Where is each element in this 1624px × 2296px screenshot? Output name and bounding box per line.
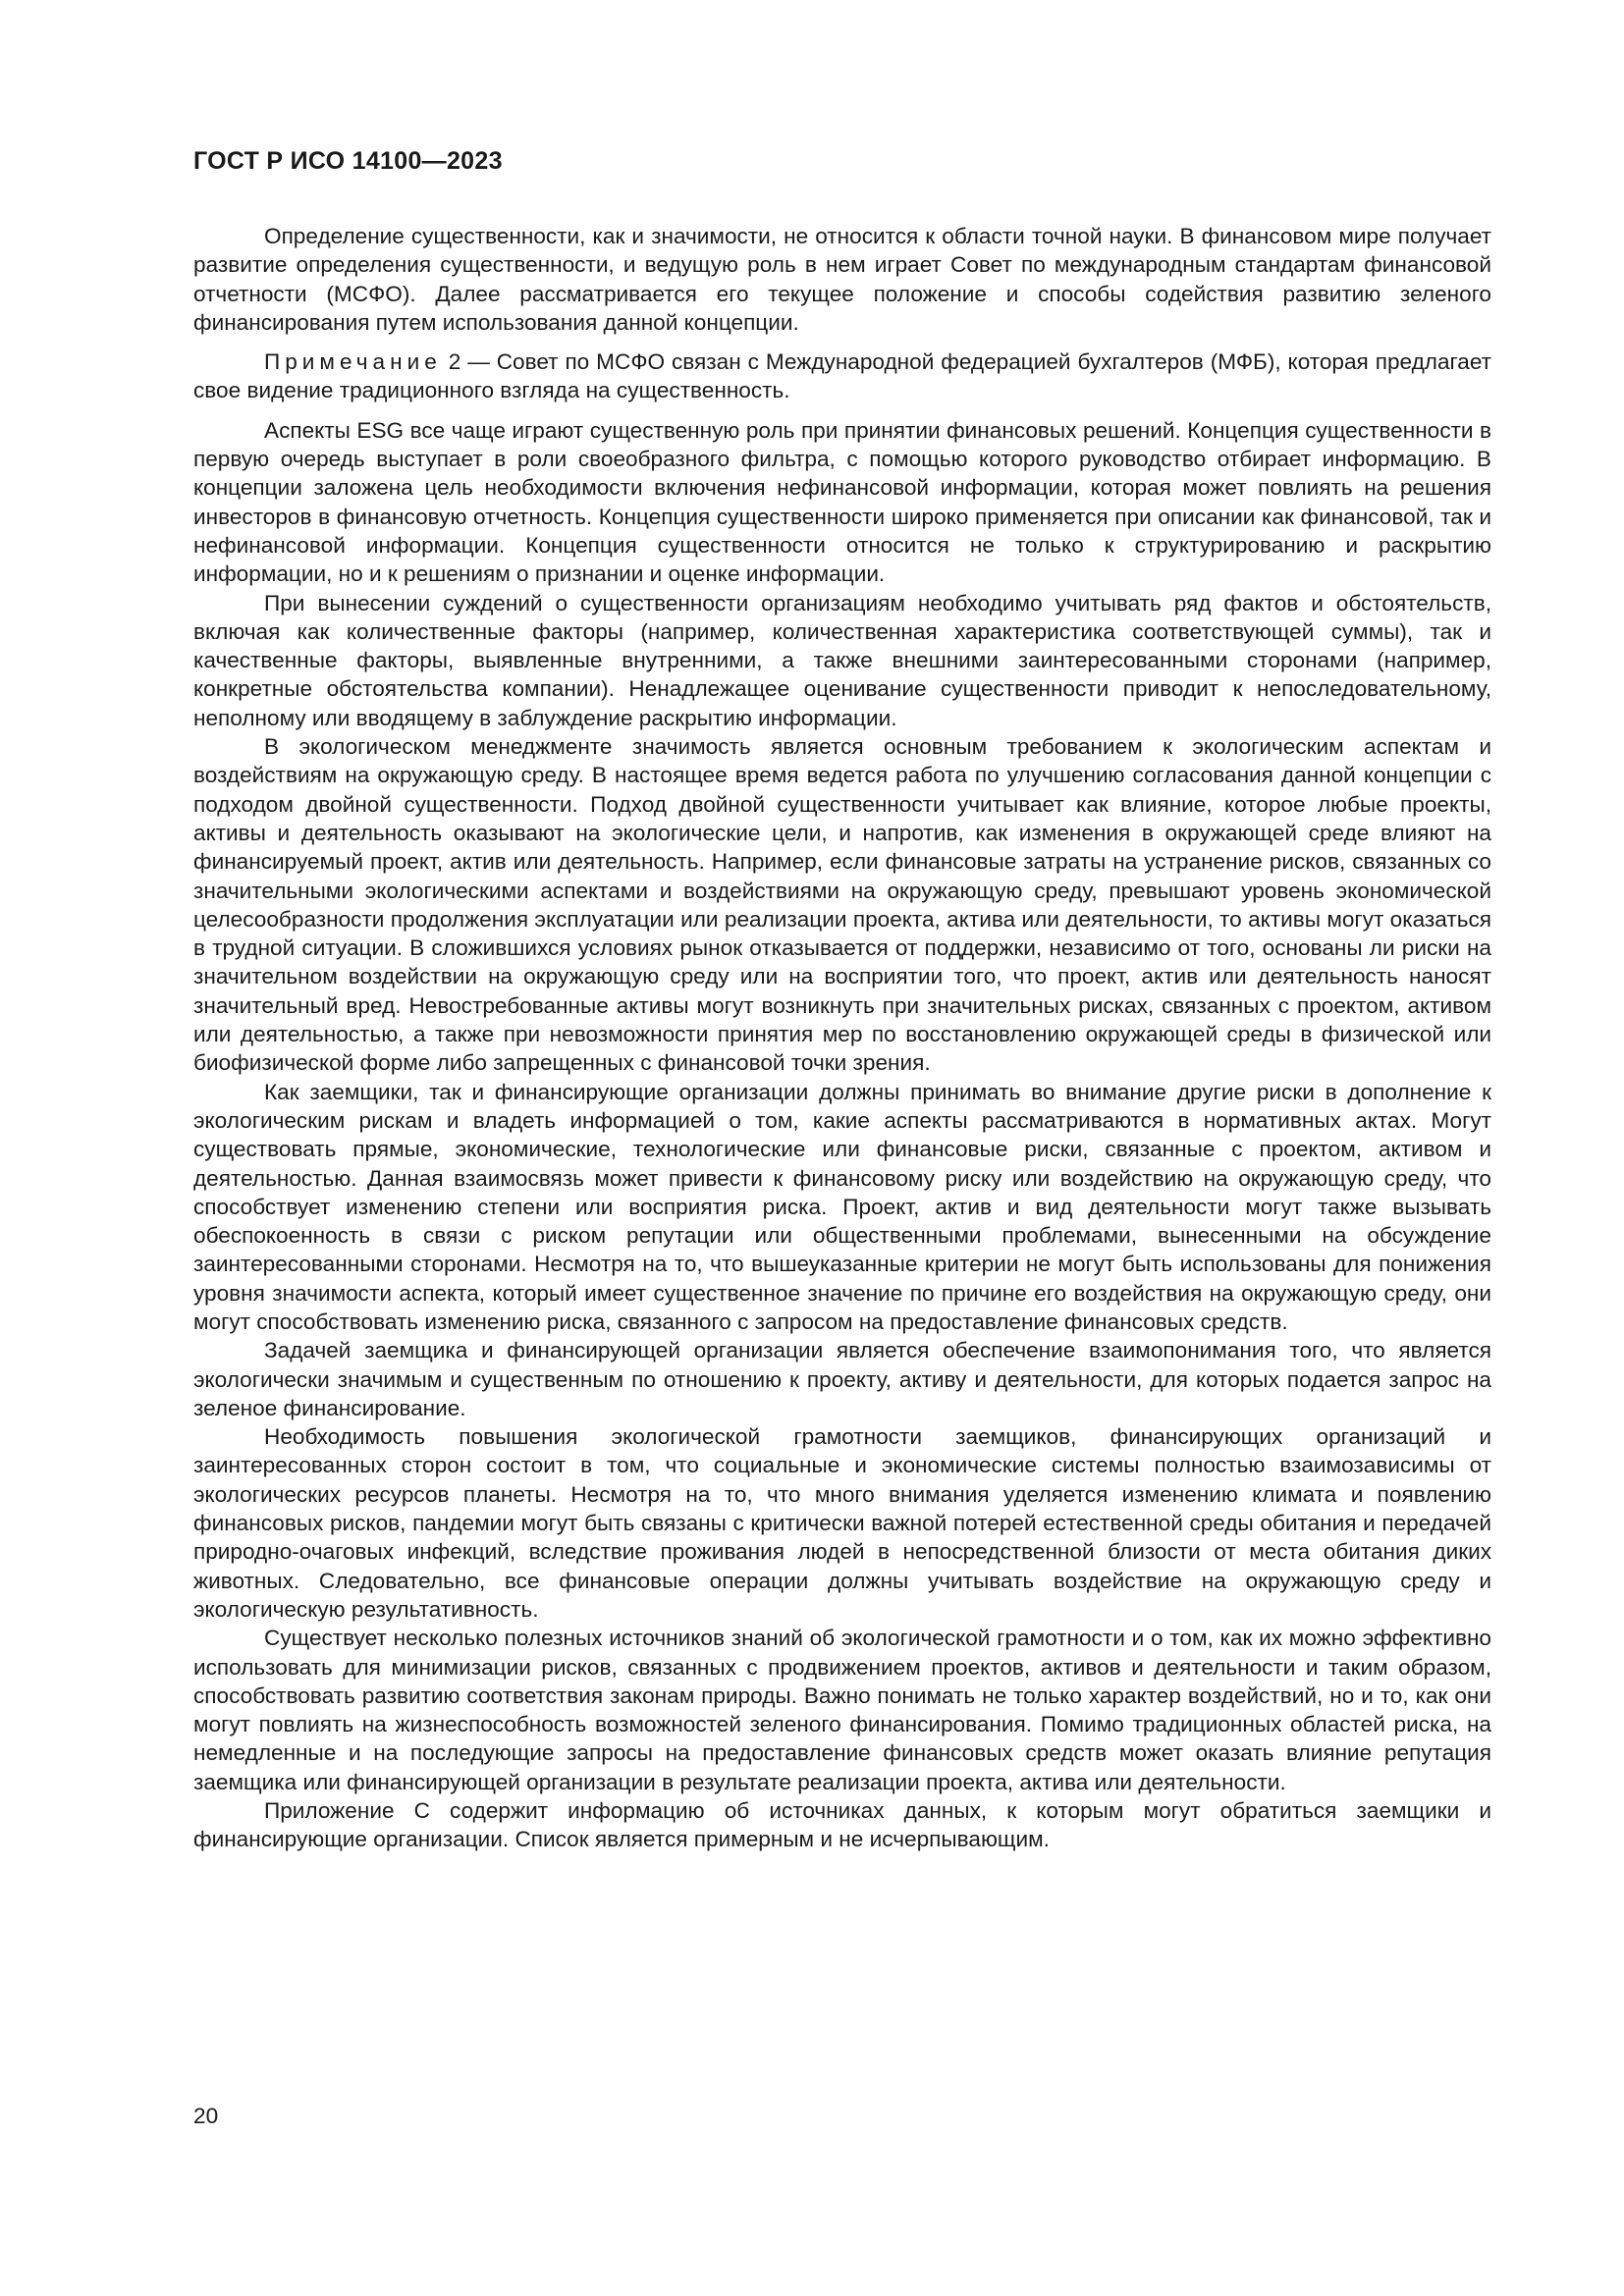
paragraph: Как заемщики, так и финансирующие организации должны принимать во внимание другие риски в дополнение к экологическим рискам и владеть информацией о том, какие аспекты рассматриваются в нормативных актах. Могут существовать прямые, экономические, технологические или финансовые риски, связанные с проектом, активом и деятельностью. Данная взаимосвязь может привести к финансовому риску или воздействию на окружающую среду, что способствует изменению степени или восприятия риска. Проект, актив и вид деятельности могут также вызывать обеспокоенность в связи с риском репутации или общественными проблемами, вынесенными на обсуждение заинтересованными сторонами. Несмотря на то, что вышеуказанные критерии не могут быть использованы для понижения уровня значимости аспекта, который имеет существенное значение по причине его воздействия на окружающую среду, они могут способствовать изменению риска, связанного с запросом на предоставление финансовых средств. (193, 1079, 1491, 1334)
paragraph: Задачей заемщика и финансирующей организации является обеспечение взаимопонимания того, что является экологически значимым и существенным по отношению к проекту, активу и деятельности, для которых подается запрос на зеленое финансирование. (193, 1338, 1491, 1420)
paragraph: Определение существенности, как и значимости, не относится к области точной науки. В финансовом мире получает развитие определения существенности, и ведущую роль в нем играет Совет по международным стандартам финансовой отчетности (МСФО). Далее рассматривается его текущее положение и способы содействия развитию зеленого финансирования путем использования данной концепции. (193, 224, 1491, 335)
document-header: ГОСТ Р ИСО 14100—2023 (193, 147, 503, 175)
page-number: 20 (193, 2104, 219, 2128)
note-label: Примечание (264, 349, 442, 375)
paragraph: В экологическом менеджменте значимость является основным требованием к экологическим аспектам и воздействиям на окружающую среду. В настоящее время ведется работа по улучшению согласования данной концепции с подходом двойной существенности. Подход двойной существенности учитывает как влияние, которое любые проекты, активы и деятельность оказывают на экологические цели, и напротив, как изменения в окружающей среде влияют на финансируемый проект, актив или деятельность. Например, если финансовые затраты на устранение рисков, связанных со значительными экологическими аспектами и воздействиями на окружающую среду, превышают уровень экономической целесообразности продолжения эксплуатации или реализации проекта, актива или деятельности, то активы могут оказаться в трудной ситуации. В сложившихся условиях рынок отказывается от поддержки, независимо от того, основаны ли риски на значительном воздействии на окружающую среду или на восприятии того, что проект, актив или деятельность наносят значительный вред. Невостребованные активы могут возникнуть при значительных рисках, связанных с проектом, активом или деятельностью, а также при невозможности принятия мер по восстановлению окружающей среды в физической или биофизической форме либо запрещенных с финансовой точки зрения. (193, 734, 1491, 1076)
body-text (193, 222, 1491, 1854)
paragraph: Существует несколько полезных источников знаний об экологической грамотности и о том, как их можно эффективно использовать для минимизации рисков, связанных с продвижением проектов, активов и деятельности и таким образом, способствовать развитию соответствия законам природы. Важно понимать не только характер воздействий, но и то, как они могут повлиять на жизнеспособность возможностей зеленого финансирования. Помимо традиционных областей риска, на немедленные и на последующие запросы на предоставление финансовых средств может оказать влияние репутация заемщика или финансирующей организации в результате реализации проекта, актива или деятельности. (193, 1626, 1491, 1794)
note-text: 2 — Совет по МСФО связан с Международной федерацией бухгалтеров (МФБ), которая предлагает свое видение традиционного взгляда на существенность. (193, 349, 1491, 403)
paragraph: Необходимость повышения экологической грамотности заемщиков, финансирующих организаций и заинтересованных сторон состоит в том, что социальные и экономические системы полностью взаимозависимы от экологических ресурсов планеты. Несмотря на то, что много внимания уделяется изменению климата и появлению финансовых рисков, пандемии могут быть связаны с критически важной потерей естественной среды обитания и передачей природно-очаговых инфекций, вследствие проживания людей в непосредственной близости от места обитания диких животных. Следовательно, все финансовые операции должны учитывать воздействие на окружающую среду и экологическую результативность. (193, 1424, 1491, 1622)
paragraph: Приложение С содержит информацию об источниках данных, к которым могут обратиться заемщики и финансирующие организации. Список является примерным и не исчерпывающим. (193, 1798, 1491, 1852)
note-paragraph (193, 347, 1491, 405)
paragraph: Аспекты ESG все чаще играют существенную роль при принятии финансовых решений. Концепция существенности в первую очередь выступает в роли своеобразного фильтра, с помощью которого руководство отбирает информацию. В концепции заложена цель необходимости включения нефинансовой информации, которая может повлиять на решения инвесторов в финансовую отчетность. Концепция существенности широко применяется при описании как финансовой, так и нефинансовой информации. Концепция существенности относится не только к структурированию и раскрытию информации, но и к решениям о признании и оценке информации. (193, 417, 1491, 587)
paragraph: При вынесении суждений о существенности организациям необходимо учитывать ряд фактов и обстоятельств, включая как количественные факторы (например, количественная характеристика соответствующей суммы), так и качественные факторы, выявленные внутренними, а также внешними заинтересованными сторонами (например, конкретные обстоятельства компании). Ненадлежащее оценивание существенности приводит к непоследовательному, неполному или вводящему в заблуждение раскрытию информации. (193, 590, 1491, 730)
